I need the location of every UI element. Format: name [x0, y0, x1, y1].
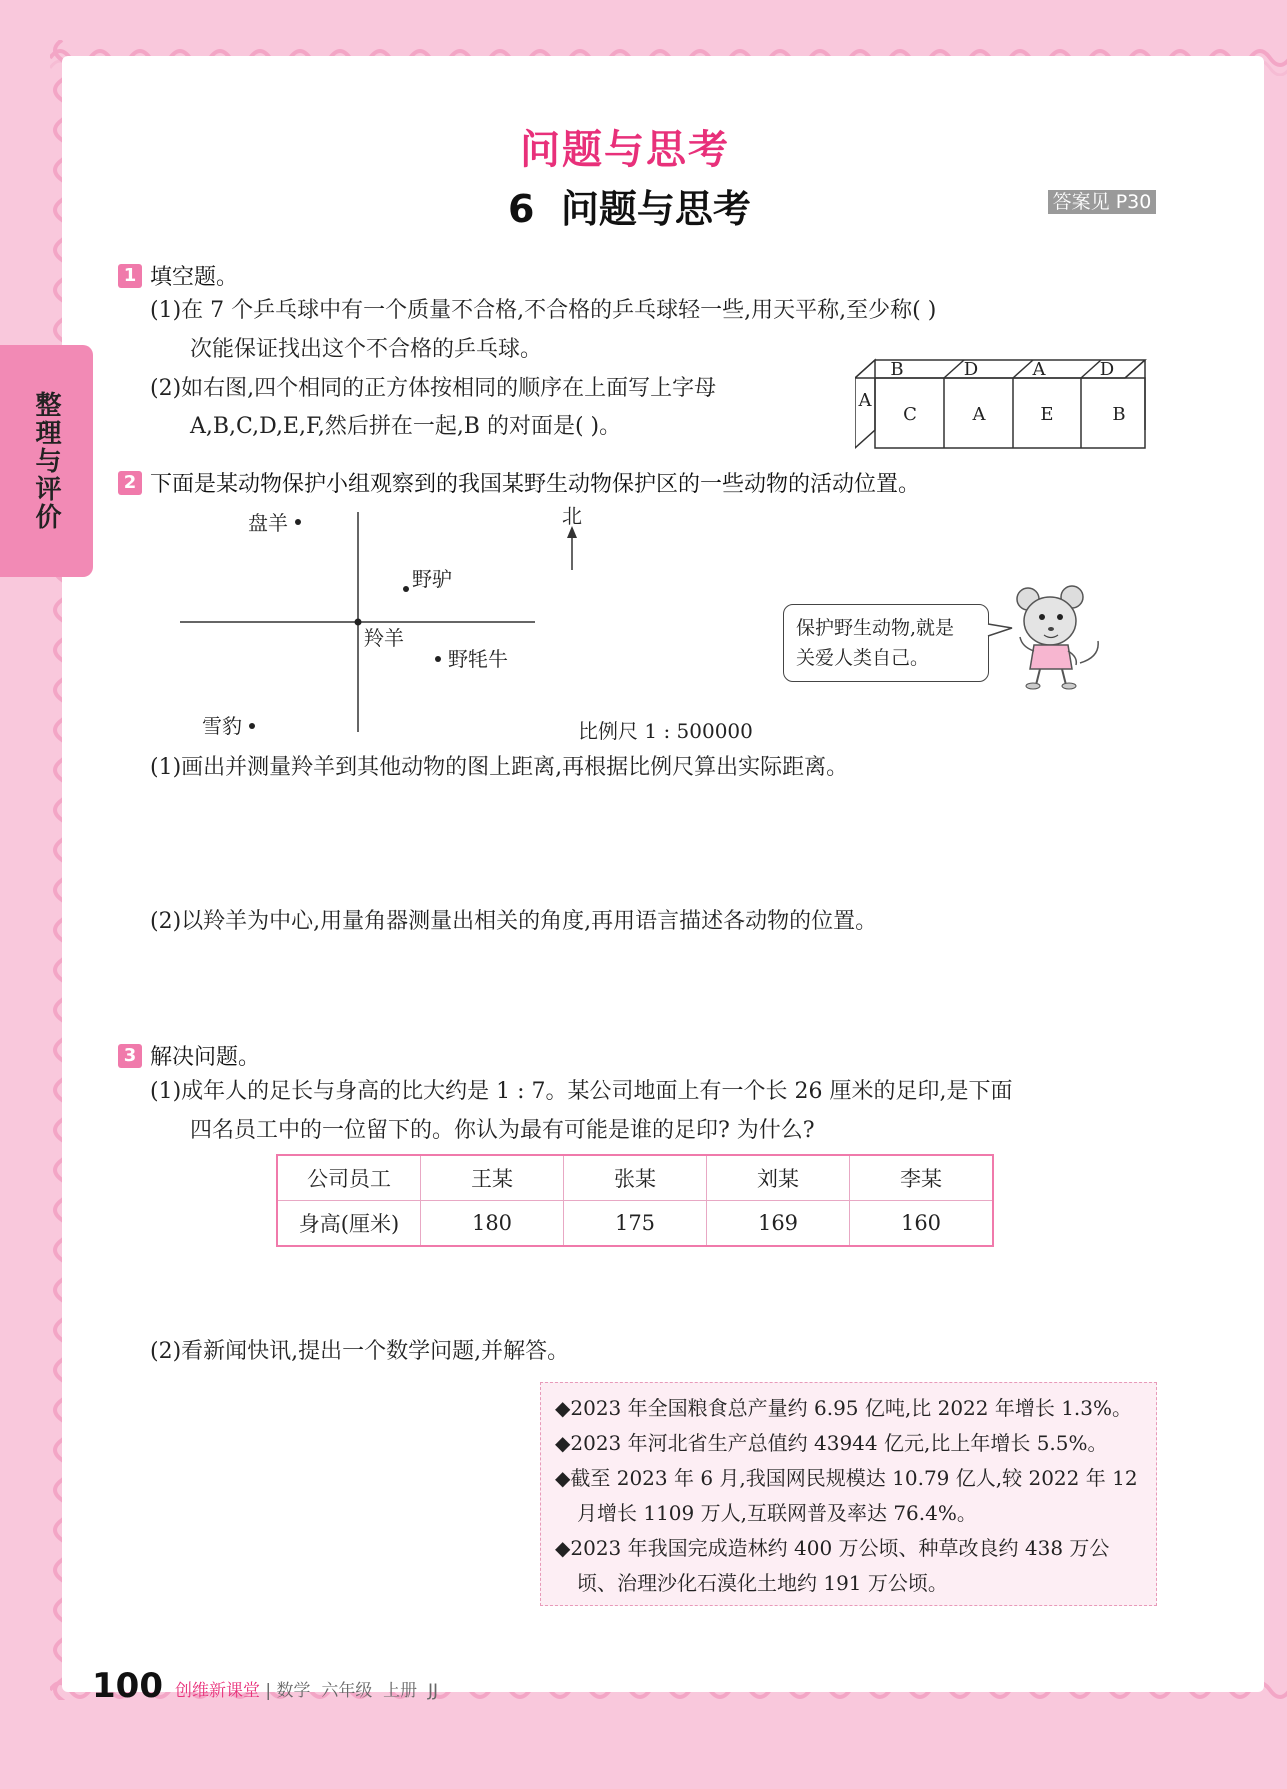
question-3-heading — [118, 1040, 260, 1071]
table-cell: 王某 — [421, 1155, 564, 1201]
q2-part2: (2)以羚羊为中心,用量角器测量出相关的角度,再用语言描述各动物的位置。 — [150, 909, 878, 934]
section-title: 问题与思考 — [520, 127, 730, 173]
footer-brand: 创维新课堂 — [175, 1681, 260, 1701]
table-cell: 160 — [850, 1201, 994, 1247]
cube-top-label: D — [963, 359, 979, 380]
question-title: 下面是某动物保护小组观察到的我国某野生动物保护区的一些动物的活动位置。 — [150, 472, 921, 497]
q3-part1-line1: (1)成年人的足长与身高的比大约是 1 : 7。某公司地面上有一个长 26 厘米的足印,是下面 — [150, 1079, 1013, 1104]
table-row — [277, 1201, 993, 1247]
news-item-continued: 月增长 1109 万人,互联网普及率达 76.4%。 — [577, 1501, 977, 1525]
speech-line-1: 保护野生动物,就是 — [796, 617, 955, 639]
q3-part2: (2)看新闻快讯,提出一个数学问题,并解答。 — [150, 1339, 570, 1364]
q2-part1: (1)画出并测量羚羊到其他动物的图上距离,再根据比例尺算出实际距离。 — [150, 755, 849, 780]
q1-part1-line2: 次能保证找出这个不合格的乒乓球。 — [190, 337, 543, 362]
cube-side-label: A — [858, 390, 872, 411]
news-item-continued: 顷、治理沙化石漠化土地约 191 万公顷。 — [577, 1571, 948, 1595]
table-cell: 公司员工 — [277, 1155, 421, 1201]
news-item: ◆2023 年全国粮食总产量约 6.95 亿吨,比 2022 年增长 1.3%。 — [555, 1396, 1133, 1420]
mouse-mascot-icon — [1010, 585, 1100, 690]
animal-label-pan-yang: 盘羊 — [248, 511, 288, 535]
footer-book-info: | 数学 六年级 上册 JJ — [265, 1681, 438, 1701]
question-number: 1 — [118, 264, 142, 288]
cube-top-label: D — [1099, 359, 1115, 380]
news-box — [540, 1382, 1157, 1606]
table-cell: 180 — [421, 1201, 564, 1247]
question-title: 解决问题。 — [150, 1045, 261, 1070]
table-cell: 175 — [564, 1201, 707, 1247]
answer-reference-badge: 答案见 P30 — [1048, 190, 1156, 214]
q1-part2-line2: A,B,C,D,E,F,然后拼在一起,B 的对面是( )。 — [190, 414, 622, 439]
news-item: ◆2023 年河北省生产总值约 43944 亿元,比上年增长 5.5%。 — [555, 1431, 1108, 1455]
question-number: 3 — [118, 1044, 142, 1068]
news-item: ◆截至 2023 年 6 月,我国网民规模达 10.79 亿人,较 2022 年 12 — [555, 1466, 1138, 1490]
question-2-heading — [118, 467, 920, 498]
question-number: 2 — [118, 471, 142, 495]
q1-part1-line1: (1)在 7 个乒乓球中有一个质量不合格,不合格的乒乓球轻一些,用天平称,至少称( ) — [150, 298, 937, 323]
table-cell: 169 — [707, 1201, 850, 1247]
side-tab-label: 整理与评价 — [31, 391, 61, 531]
footer-brand-line — [175, 1676, 438, 1701]
side-tab — [0, 345, 93, 577]
table-cell: 李某 — [850, 1155, 994, 1201]
speech-line-2: 关爱人类自己。 — [796, 647, 930, 669]
table-row — [277, 1155, 993, 1201]
animal-position-map — [170, 500, 780, 750]
speech-bubble — [783, 604, 989, 682]
cube-front-label: C — [903, 404, 917, 425]
animal-label-ling-yang: 羚羊 — [364, 626, 404, 650]
question-title: 填空题。 — [150, 265, 239, 290]
cube-top-label: B — [890, 359, 904, 380]
table-cell: 身高(厘米) — [277, 1201, 421, 1247]
cube-front-label: E — [1040, 404, 1054, 425]
animal-label-ye-lv: 野驴 — [412, 567, 452, 591]
table-cell: 刘某 — [707, 1155, 850, 1201]
q1-part2-line1: (2)如右图,四个相同的正方体按相同的顺序在上面写上字母 — [150, 376, 717, 401]
north-label: 北 — [562, 504, 582, 528]
q3-part1-line2: 四名员工中的一位留下的。你认为最有可能是谁的足印? 为什么? — [190, 1118, 815, 1143]
table-cell: 张某 — [564, 1155, 707, 1201]
page-number: 100 — [92, 1666, 163, 1706]
employee-height-table — [276, 1154, 994, 1247]
news-item: ◆2023 年我国完成造林约 400 万公顷、种草改良约 438 万公 — [555, 1536, 1110, 1560]
lesson-title: 6 问题与思考 — [508, 187, 751, 231]
cube-front-label: A — [972, 404, 986, 425]
question-1-heading — [118, 260, 238, 291]
animal-label-ye-mao-niu: 野牦牛 — [448, 647, 508, 671]
animal-label-xue-bao: 雪豹 — [202, 714, 242, 738]
cube-top-label: A — [1032, 359, 1046, 380]
map-scale: 比例尺 1 : 500000 — [578, 719, 753, 743]
cube-diagram — [855, 358, 1155, 450]
cube-front-label: B — [1112, 404, 1126, 425]
